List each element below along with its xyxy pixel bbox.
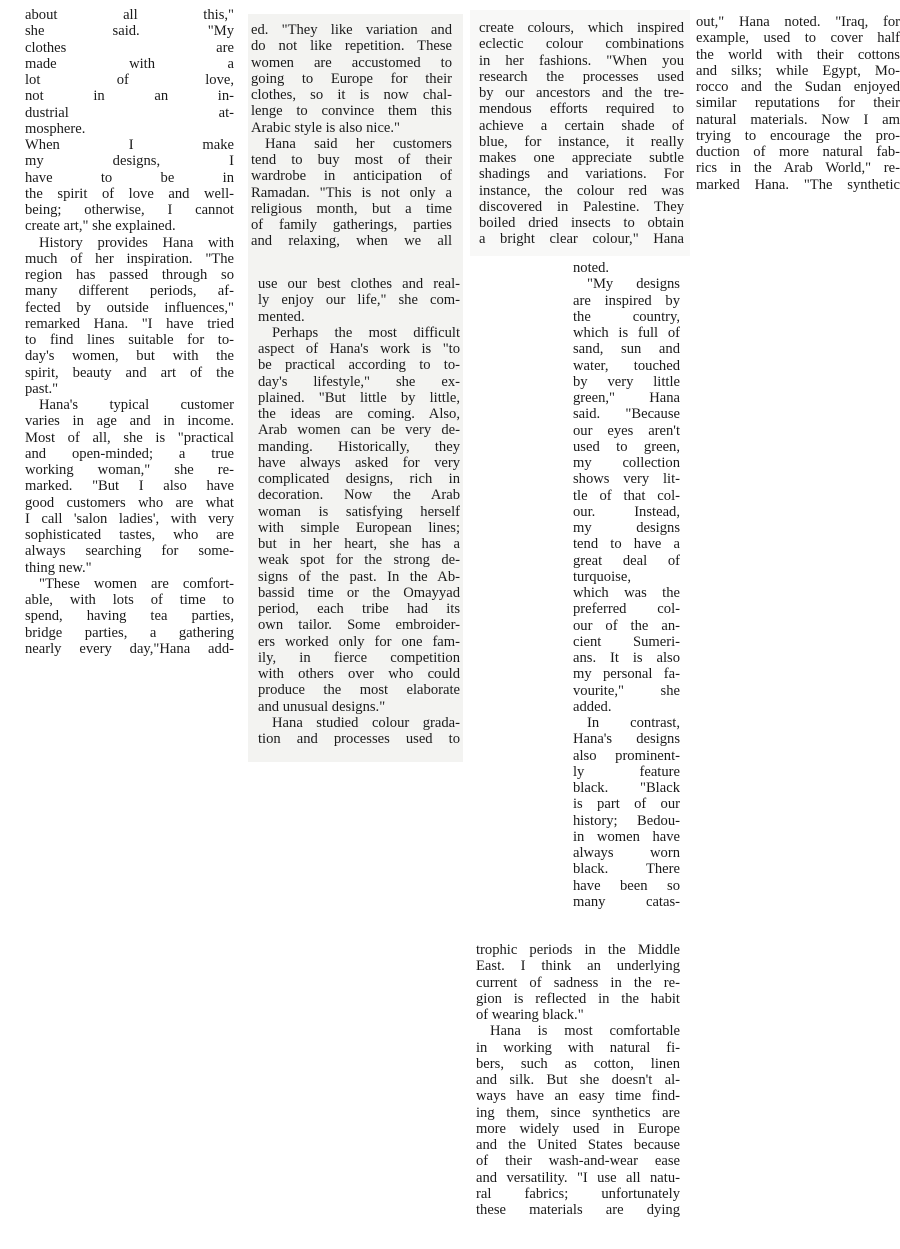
article-line: which is full of [573,325,680,341]
article-line: of wearing black." [476,1007,584,1023]
article-line: produce the most elaborate [258,682,460,699]
article-line: is part of our [573,796,680,813]
article-column-3-top [479,20,684,248]
article-line: women are accustomed to [251,54,452,71]
article-line: mendous efforts required to [479,101,684,118]
article-line: I call 'salon ladies', with very [25,510,234,527]
article-line: Hana's designs [573,731,680,748]
article-line: signs of the past. In the Ab- [258,568,460,585]
article-line: in her fashions. "When you [479,52,684,69]
article-line: clothes are [25,39,234,56]
article-line: thing new." [25,559,92,576]
article-line: Most of all, she is "practical [25,429,234,446]
article-line: marked Hana. "The synthetic [696,176,900,193]
article-line: complicated designs, rich in [258,471,460,487]
article-line: trying to encourage the pro- [696,127,900,144]
article-line: In contrast, [587,715,680,731]
article-column-4 [696,14,900,193]
article-line: remarked Hana. "I have tried [25,315,234,332]
article-line: ways have an easy time find- [476,1088,680,1105]
article-line: and silk. But she doesn't al- [476,1072,680,1088]
article-line: current of sadness in the re- [476,974,680,991]
article-line: have been so [573,877,680,894]
article-line: black. There [573,861,680,878]
article-line: natural materials. Now I am [696,111,900,128]
article-line: "These women are comfort- [39,575,234,592]
article-line: duction of more natural fab- [696,144,900,160]
article-line: being; otherwise, I cannot [25,202,234,218]
article-line: about all this," [25,7,234,23]
article-line: be practical according to to- [258,357,460,374]
article-line: spend, having tea parties, [25,608,234,625]
article-line: good customers who are what [25,494,234,511]
article-line: do not like repetition. These [251,38,452,55]
article-line: the world with their cottons [696,46,900,63]
article-line: and relaxing, when we all [251,233,452,250]
article-line: tend to have a [573,536,680,553]
article-line: weak spot for the strong de- [258,552,460,569]
article-line: many catas- [573,893,680,910]
article-line: cient Sumeri- [573,633,680,650]
article-line: history; Bedou- [573,812,680,829]
article-line: to find lines suitable for to- [25,332,234,348]
article-line: ly feature [573,763,680,780]
article-line: bassid time or the Omayyad [258,584,460,601]
article-line: great deal of [573,552,680,569]
article-line: have to be in [25,169,234,186]
article-line: these materials are dying [476,1202,680,1218]
article-line: working woman," she re- [25,462,234,478]
article-line: out," Hana noted. "Iraq, for [696,14,900,30]
article-line: fected by outside influences," [25,299,234,316]
article-line: ral fabrics; unfortunately [476,1185,680,1202]
article-line: noted. [573,260,610,276]
article-line: own tailor. Some embroider- [258,617,460,634]
article-line: my personal fa- [573,666,680,683]
article-line: by our ancestors and the tre- [479,85,684,101]
article-line: ans. It is also [573,650,680,666]
article-line: by very little [573,373,680,390]
article-line: preferred col- [573,601,680,618]
article-line: aspect of Hana's work is "to [258,341,460,357]
article-line: our of the an- [573,617,680,634]
article-line: discovered in Palestine. They [479,198,684,215]
article-column-2-bottom [258,276,460,747]
article-line: marked. "But I also have [25,478,234,495]
article-line: ing them, since synthetics are [476,1104,680,1121]
article-line: also prominent- [573,747,680,764]
article-line: much of her inspiration. "The [25,250,234,267]
article-line: our eyes aren't [573,422,680,439]
article-line: blue, for instance, it really [479,133,684,150]
article-line: my designs, I [25,153,234,170]
article-line: made with a [25,55,234,72]
article-line: use our best clothes and real- [258,276,460,292]
article-column-1 [25,7,234,657]
article-column-3-bottom [476,942,680,1218]
article-line: trophic periods in the Middle [476,942,680,958]
article-line: able, with lots of time to [25,592,234,608]
article-line: ly enjoy our life," she com- [258,292,460,309]
article-line: the spirit of love and well- [25,185,234,202]
article-line: woman is satisfying herself [258,503,460,520]
article-line: always searching for some- [25,543,234,560]
article-line: day's lifestyle," she ex- [258,373,460,390]
article-line: rocco and the Sudan enjoyed [696,79,900,95]
article-line: achieve a certain shade of [479,117,684,134]
article-line: eclectic colour combinations [479,36,684,53]
article-line: always worn [573,845,680,861]
article-line: shows very lit- [573,471,680,488]
article-line: tion and processes used to [258,731,460,747]
article-line: bers, such as cotton, linen [476,1055,680,1072]
article-line: manding. Historically, they [258,438,460,455]
article-line: rics in the Arab World," re- [696,160,900,177]
article-line: makes one appreciate subtle [479,150,684,166]
article-line: the country, [573,308,680,325]
article-line: create art," she explained. [25,218,176,235]
article-line: black. "Black [573,780,680,796]
article-line: green," Hana [573,390,680,406]
article-line: are inspired by [573,292,680,309]
article-line: she said. "My [25,23,234,40]
article-line: research the processes used [479,68,684,85]
article-line: a bright clear colour," Hana [479,231,684,248]
article-line: and versatility. "I use all natu- [476,1169,680,1186]
article-line: decoration. Now the Arab [258,487,460,504]
article-line: religious month, but a time [251,200,452,217]
article-line: Hana said her customers [265,135,452,152]
article-line: have always asked for very [258,454,460,471]
article-line: ed. "They like variation and [251,22,452,38]
article-line: mented. [258,308,305,325]
article-line: tend to buy most of their [251,152,452,168]
article-line: nearly every day,"Hana add- [25,640,234,657]
article-line: region has passed through so [25,267,234,283]
article-line: instance, the colour red was [479,182,684,199]
article-line: past." [25,380,59,397]
article-line: of family gatherings, parties [251,217,452,233]
article-line: my collection [573,455,680,471]
article-line: in working with natural fi- [476,1039,680,1056]
article-line: used to green, [573,438,680,455]
article-line: create colours, which inspired [479,20,684,36]
article-line: and unusual designs." [258,698,386,715]
article-line: our. Instead, [573,503,680,520]
article-line: ily, in fierce competition [258,649,460,666]
article-line: said. "Because [573,406,680,423]
article-line: Perhaps the most difficult [272,324,460,341]
article-line: which was the [573,585,680,601]
article-line: boiled dried insects to obtain [479,215,684,231]
article-line: tle of that col- [573,487,680,504]
article-line: Hana's typical customer [39,397,234,413]
article-line: turquoise, [573,568,631,585]
article-line: with others over who could [258,666,460,682]
article-line: ers worked only for one fam- [258,633,460,650]
article-line: When I make [25,137,234,153]
article-line: wardrobe in anticipation of [251,168,452,185]
article-line: gion is reflected in the habit [476,990,680,1007]
article-line: and silks; while Egypt, Mo- [696,62,900,79]
article-line: with simple European lines; [258,519,460,536]
article-line: and the United States because [476,1137,680,1153]
article-line: mosphere. [25,120,86,137]
article-line: Hana is most comfortable [490,1023,680,1040]
article-column-3-narrow [573,260,680,910]
article-line: in women have [573,828,680,845]
article-column-2-top [251,22,452,250]
article-line: dustrial at- [25,104,234,121]
article-line: East. I think an underlying [476,958,680,975]
article-line: lenge to convince them this [251,103,452,120]
article-line: not in an in- [25,88,234,105]
article-line: example, used to cover half [696,30,900,47]
article-line: water, touched [573,357,680,374]
article-line: and open-minded; a true [25,445,234,462]
article-line: many different periods, af- [25,283,234,300]
article-line: vourite," she [573,682,680,699]
article-line: of their wash-and-wear ease [476,1153,680,1170]
article-line: the ideas are coming. Also, [258,406,460,422]
article-line: going to Europe for their [251,70,452,87]
article-line: shadings and variations. For [479,166,684,183]
article-line: lot of love, [25,72,234,88]
article-line: History provides Hana with [39,234,234,251]
article-line: similar reputations for their [696,95,900,112]
article-line: Arab women can be very de- [258,422,460,439]
article-line: "My designs [587,276,680,293]
article-line: sophisticated tastes, who are [25,527,234,543]
article-line: Arabic style is also nice." [251,119,401,136]
article-line: sand, sun and [573,341,680,358]
article-line: day's women, but with the [25,348,234,365]
article-line: clothes, so it is now chal- [251,87,452,103]
article-line: added. [573,698,612,715]
article-line: varies in age and in income. [25,413,234,430]
article-line: my designs [573,520,680,536]
article-line: spirit, beauty and art of the [25,364,234,381]
article-line: plained. "But little by little, [258,389,460,406]
article-line: bridge parties, a gathering [25,624,234,641]
article-line: more widely used in Europe [476,1120,680,1137]
article-line: period, each tribe had its [258,601,460,617]
article-line: but in her heart, she has a [258,536,460,552]
article-line: Ramadan. "This is not only a [251,184,452,201]
article-line: Hana studied colour grada- [272,714,460,731]
